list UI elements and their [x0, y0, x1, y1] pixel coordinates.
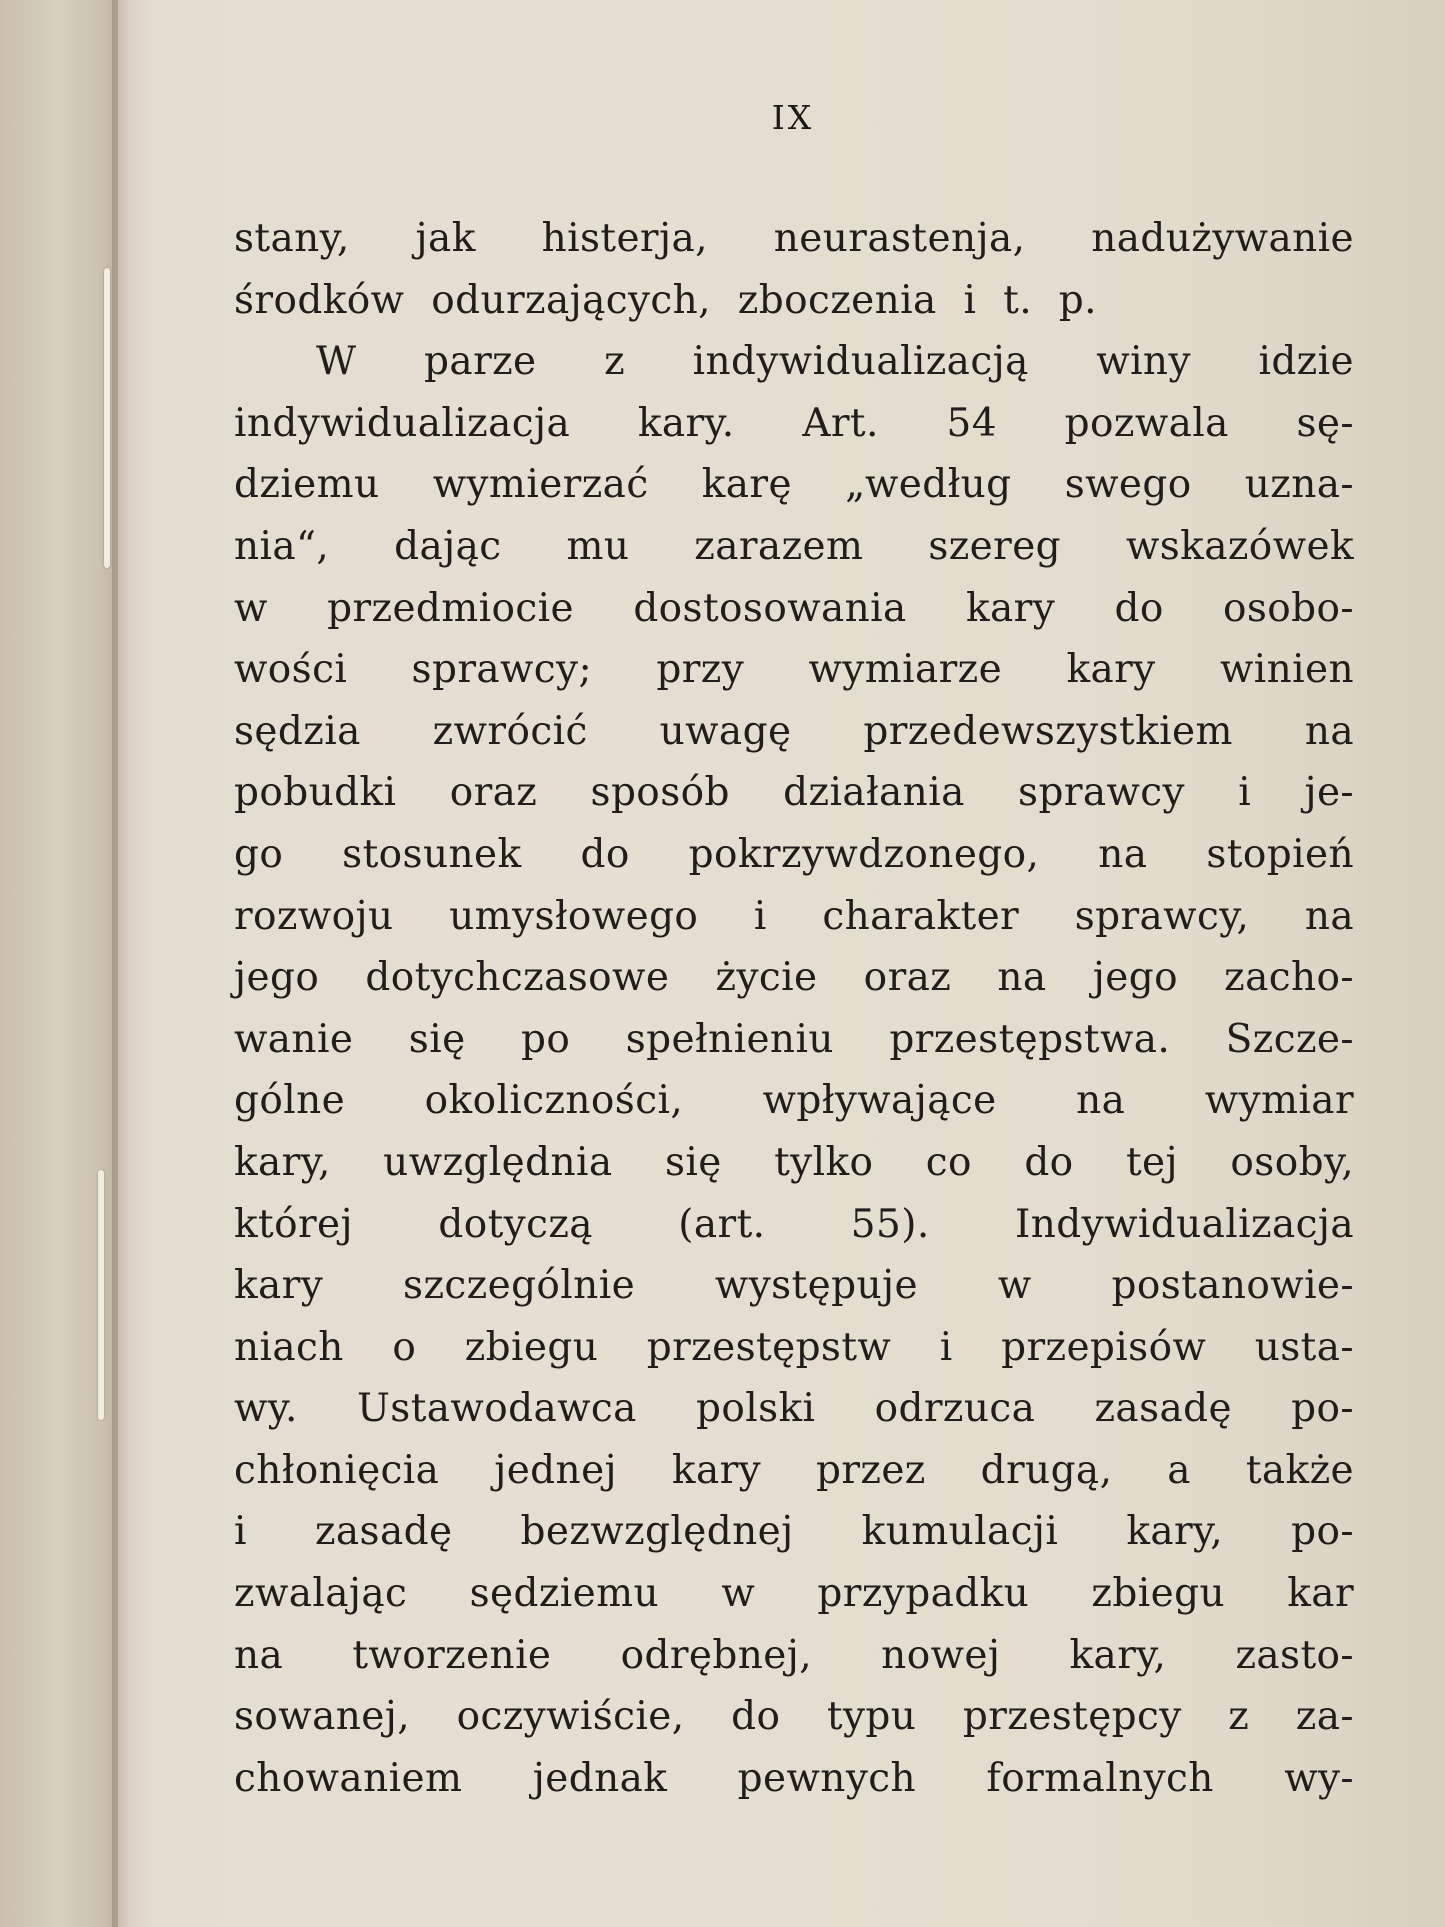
text-line: go stosunek do pokrzywdzonego, na stopień — [234, 831, 1354, 877]
text-line: zwalając sędziemu w przypadku zbiegu kar — [234, 1571, 1354, 1617]
text-line: wanie się po spełnieniu przestępstwa. Szcze- — [234, 1016, 1354, 1062]
text-line: kary szczególnie występuje w postanowie- — [234, 1263, 1354, 1309]
previous-page-edge — [0, 0, 118, 1927]
text-line: sowanej, oczywiście, do typu przestępcy z za- — [234, 1694, 1354, 1740]
text-line: chowaniem jednak pewnych formalnych wy- — [234, 1755, 1354, 1801]
text-line: sędzia zwrócić uwagę przedewszystkiem na — [234, 708, 1354, 754]
gutter-shadow — [112, 0, 152, 1927]
text-line: indywidualizacja kary. Art. 54 pozwala sę- — [234, 400, 1354, 446]
text-line: gólne okoliczności, wpływające na wymiar — [234, 1078, 1354, 1124]
text-line: dziemu wymierzać karę „według swego uzna- — [234, 462, 1354, 508]
text-line: i zasadę bezwzględnej kumulacji kary, po- — [234, 1509, 1354, 1555]
binding-thread-bottom — [98, 1170, 104, 1420]
page-text — [234, 208, 1354, 1809]
text-line: w przedmiocie dostosowania kary do osobo- — [234, 585, 1354, 631]
text-line: nia“, dając mu zarazem szereg wskazówek — [234, 523, 1354, 569]
text-line: pobudki oraz sposób działania sprawcy i je- — [234, 770, 1354, 816]
binding-thread-top — [104, 268, 110, 568]
text-line: rozwoju umysłowego i charakter sprawcy, na — [234, 893, 1354, 939]
text-line: chłonięcia jednej kary przez drugą, a także — [234, 1447, 1354, 1493]
text-line: środków odurzających, zboczenia i t. p. — [234, 277, 1097, 323]
text-line: stany, jak histerja, neurastenja, nadużywanie — [234, 216, 1354, 261]
text-line: W parze z indywidualizacją winy idzie — [316, 339, 1354, 385]
text-line: wy. Ustawodawca polski odrzuca zasadę po- — [234, 1386, 1354, 1432]
text-line: której dotyczą (art. 55). Indywidualizacja — [234, 1201, 1354, 1247]
page-number: IX — [771, 98, 815, 137]
text-line: jego dotychczasowe życie oraz na jego zacho- — [234, 955, 1354, 1001]
text-line: niach o zbiegu przestępstw i przepisów usta- — [234, 1324, 1354, 1370]
text-line: wości sprawcy; przy wymiarze kary winien — [234, 647, 1354, 693]
text-line: na tworzenie odrębnej, nowej kary, zasto- — [234, 1632, 1354, 1678]
text-line: kary, uwzględnia się tylko co do tej osoby, — [234, 1139, 1354, 1185]
